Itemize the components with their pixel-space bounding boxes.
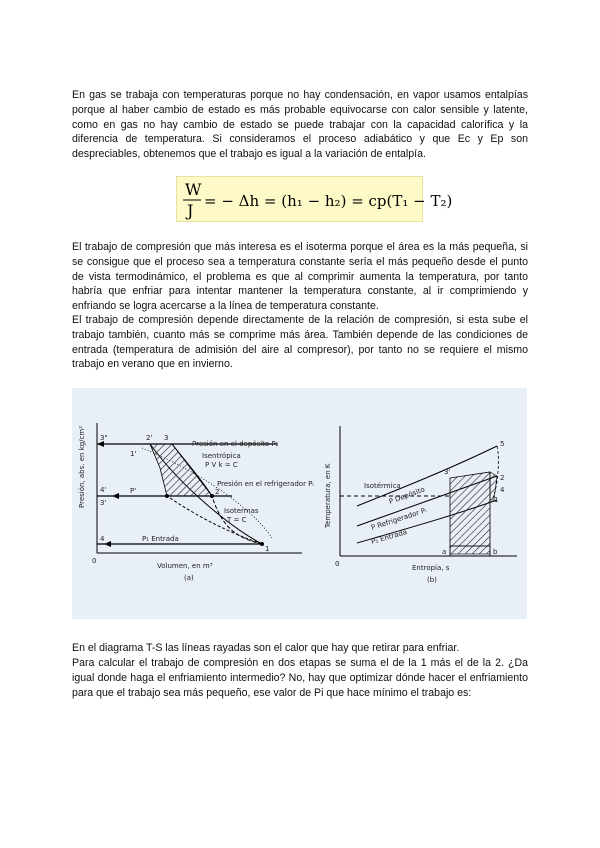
ts-diagram — [324, 426, 517, 584]
ts-label-inlet: P₁ Entrada — [370, 528, 408, 546]
pv-x-axis-label: Volumen, en m³ — [157, 562, 213, 570]
paragraph-compression-ratio: El trabajo de compresión depende directamente de la relación de compresión, si esta sube el trabajo también, cuanto más se comprime más área. También depende de las condiciones de entrada (temperatura de admisión del aire al compresor), por tanto no se requiere el mismo trabajo en verano que en invierno. — [72, 314, 528, 371]
pv-point-2: 2 — [215, 488, 220, 496]
ts-label-deposit: P Depósito — [387, 485, 426, 506]
ts-x-axis-label: Entropía, s — [412, 564, 450, 572]
work-enthalpy-formula — [176, 176, 453, 222]
compression-diagrams-figure — [72, 388, 527, 619]
ts-label-isotherm: Isotérmica — [364, 482, 401, 490]
ts-y-axis-label: Temperatura, en K — [324, 463, 332, 528]
pv-point-4: 4 — [100, 535, 105, 543]
ts-point-4: 4 — [500, 486, 505, 494]
ts-point-2: 2 — [500, 474, 505, 482]
pv-label-cooler-1: Presión en el refrigerador Pᵢ — [217, 480, 314, 488]
pv-label-isotherm: Isotermas — [224, 507, 259, 515]
paragraph-two-stage: Para calcular el trabajo de compresión en dos etapas se suma el de la 1 más el de la 2. ¿Da igual donde haga el enfriamiento intermedio? No, hay que optimizar dónde hacer el enfriamiento para que el trabajo sea más pequeño, ese valor de Pi que hace mínimo el trabajo es: — [72, 657, 528, 699]
pv-y-axis-label: Presión, abs. en kg/cm² — [78, 425, 86, 508]
pv-point-3pp: 3" — [100, 434, 108, 442]
pv-label-pprime: P' — [130, 487, 137, 495]
pv-label-isentropic-eq: P V k = C — [205, 461, 238, 469]
pv-caption: (a) — [184, 574, 194, 582]
pv-point-4p: 4' — [100, 486, 107, 494]
pv-origin: 0 — [92, 557, 97, 565]
formula-expression: = − Δh = (h₁ − h₂) = cp(T₁ − T₂) — [204, 192, 453, 210]
paragraph-isothermal-work: El trabajo de compresión que más interesa es el isoterma porque el área es la más pequeña, si se consigue que el proceso sea a temperatura constante sería el más pequeño desde el punto de vista termodinámico, el problema es que al comprimir aumenta la temperatura, por tanto habría que enfriar para intentar mantener la temperatura constante, al ir comprimiendo y enfriando se logra acercarse a la línea de temperatura constante. — [72, 241, 528, 313]
pv-label-inlet: P₁ Entrada — [142, 535, 179, 543]
paragraph-gas-vs-vapor: En gas se trabaja con temperaturas porque no hay condensación, en vapor usamos entalpías porque al haber cambio de estado es más probable equivocarse con calor sensible y latente, como en gas no hay cambio de estado se puede trabajar con la capacidad calorífica y la diferencia de temperatura. Si consideramos el proceso adiabático y que Ec y Ep son despreciables, obtenemos que el trabajo es igual a la variación de entalpía. — [72, 89, 528, 161]
pv-point-3: 3 — [164, 434, 169, 442]
ts-point-1: 1 — [494, 496, 499, 504]
pv-label-isentropic: Isentrópica — [202, 452, 241, 460]
ts-origin: 0 — [335, 560, 340, 568]
pv-point-1p: 1' — [130, 450, 137, 458]
pv-point-2p: 2' — [146, 434, 153, 442]
ts-point-a: a — [442, 548, 447, 556]
pv-point-3b: 3' — [100, 499, 107, 507]
ts-point-3p: 3' — [444, 468, 451, 476]
pv-label-isotherm-eq: T = C — [227, 516, 247, 524]
ts-point-5: 5 — [500, 440, 505, 448]
pv-point-1: 1 — [265, 545, 270, 553]
pv-label-deposit: Presión en el depósito P₂ — [192, 440, 279, 448]
formula-denominator: J — [187, 201, 194, 220]
ts-caption: (b) — [427, 576, 437, 584]
formula-numerator: W — [185, 180, 202, 199]
ts-point-b: b — [493, 548, 498, 556]
paragraph-ts-diagram: En el diagrama T-S las líneas rayadas son el calor que hay que retirar para enfriar. — [72, 642, 460, 654]
ts-label-cooler: P Refrigerador Pᵢ — [370, 506, 428, 532]
pv-diagram — [78, 423, 314, 582]
